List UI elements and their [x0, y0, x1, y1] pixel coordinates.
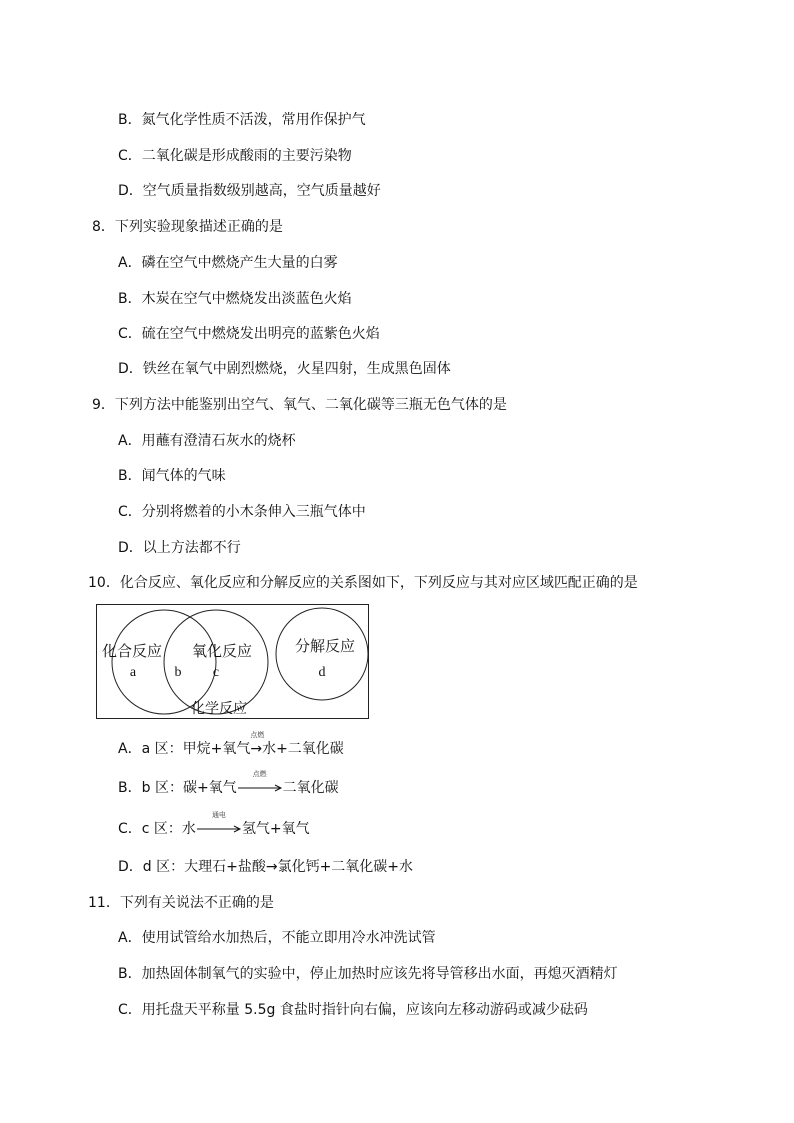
q11-option-c: C．用托盘天平称量 5.5g 食盐时指针向右偏，应该向左移动游码或减少砝码 — [118, 1002, 588, 1018]
oxidation-label: 氧化反应 — [191, 644, 253, 660]
q7-option-c: C．二氧化碳是形成酸雨的主要污染物 — [118, 148, 352, 164]
reaction-arrow — [196, 811, 242, 838]
long-arrow-icon — [196, 823, 242, 835]
q10-option-c — [118, 811, 310, 838]
q8-option-d: D．铁丝在氧气中剧烈燃烧，火星四射，生成黑色固体 — [118, 361, 451, 377]
q8-option-a: A．磷在空气中燃烧产生大量的白雾 — [118, 255, 338, 271]
chemical-reaction-label: 化学反应 — [191, 702, 247, 717]
q10-option-b-suffix: 二氧化碳 — [282, 780, 339, 796]
q8-stem: 8．下列实验现象描述正确的是 — [92, 219, 283, 235]
q10-option-c-suffix: 氢气+氧气 — [241, 821, 310, 837]
arrow-condition: 点燃 — [252, 770, 267, 778]
arrow-condition: 点燃 — [250, 731, 265, 739]
q10-option-b — [118, 770, 339, 797]
combination-label: 化合反应 — [101, 644, 163, 660]
reaction-arrow — [237, 770, 283, 797]
q11-option-b: B．加热固体制氧气的实验中，停止加热时应该先将导管移出水面，再熄灭酒精灯 — [118, 966, 618, 982]
q11-option-a: A．使用试管给水加热后，不能立即用冷水冲洗试管 — [118, 930, 436, 946]
q10-option-a — [118, 731, 344, 758]
q10-option-a-suffix: 水+二氧化碳 — [262, 741, 344, 757]
q10-option-a-prefix: A．a 区：甲烷+氧气 — [118, 741, 251, 757]
q9-option-a: A．用蘸有澄清石灰水的烧杯 — [118, 433, 296, 449]
q9-option-d: D．以上方法都不行 — [118, 540, 241, 556]
long-arrow-icon — [237, 782, 283, 794]
q9-option-c: C．分别将燃着的小木条伸入三瓶气体中 — [118, 504, 366, 520]
q8-option-b: B．木炭在空气中燃烧发出淡蓝色火焰 — [118, 291, 352, 307]
decomposition-label: 分解反应 — [294, 639, 356, 655]
region-c-label: c — [212, 665, 220, 680]
q7-option-b: B．氮气化学性质不活泼，常用作保护气 — [118, 112, 366, 128]
reaction-arrow: 点燃 → — [250, 731, 265, 757]
region-b-label: b — [174, 665, 182, 680]
q10-option-d: D．d 区：大理石+盐酸→氯化钙+二氧化碳+水 — [118, 859, 414, 875]
q9-stem: 9．下列方法中能鉴别出空气、氧气、二氧化碳等三瓶无色气体的是 — [92, 397, 507, 413]
q10-option-b-prefix: B．b 区：碳+氧气 — [118, 780, 237, 796]
q7-option-d: D．空气质量指数级别越高，空气质量越好 — [118, 183, 381, 199]
q9-option-b: B．闻气体的气味 — [118, 468, 226, 484]
q8-option-c: C．硫在空气中燃烧发出明亮的蓝紫色火焰 — [118, 326, 380, 342]
arrow-condition: 通电 — [211, 811, 226, 819]
region-a-label: a — [129, 665, 137, 680]
q10-stem: 10．化合反应、氧化反应和分解反应的关系图如下，下列反应与其对应区域匹配正确的是 — [88, 575, 638, 591]
q10-option-c-prefix: C．c 区：水 — [118, 821, 196, 837]
region-d-label: d — [318, 665, 326, 680]
q11-stem: 11．下列有关说法不正确的是 — [88, 895, 274, 911]
